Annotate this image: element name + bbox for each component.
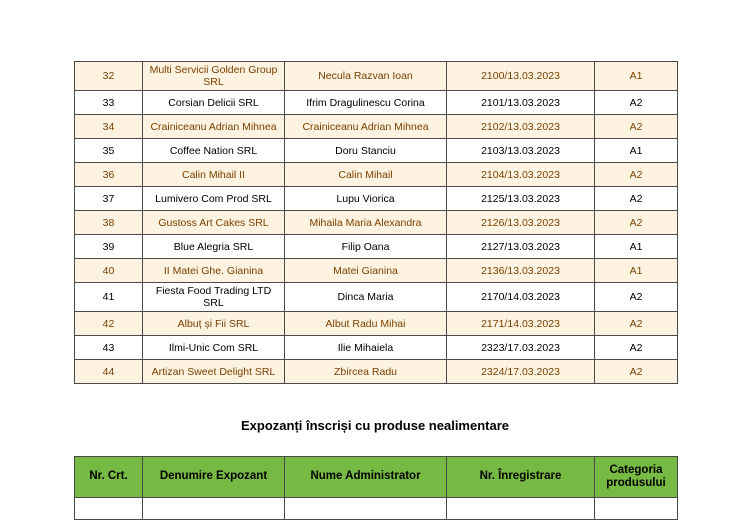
cell-nr: 43 <box>75 336 143 360</box>
cell-cat: A2 <box>595 312 678 336</box>
cell-cat: A1 <box>595 139 678 163</box>
cell-nr: 37 <box>75 187 143 211</box>
cell-admin: Doru Stanciu <box>285 139 447 163</box>
cell-name: Multi Servicii Golden Group SRL <box>143 62 285 91</box>
cell-admin: Albut Radu Mihai <box>285 312 447 336</box>
cell-cat: A2 <box>595 360 678 384</box>
exhibitors-nonfood-table-head <box>75 457 678 498</box>
cell-reg: 2171/14.03.2023 <box>447 312 595 336</box>
exhibitors-food-table <box>74 61 678 384</box>
cell-nr: 41 <box>75 283 143 312</box>
cell-name: Corsian Delicii SRL <box>143 91 285 115</box>
cell-reg: 2324/17.03.2023 <box>447 360 595 384</box>
cell-name <box>143 498 285 520</box>
cell-name: Crainiceanu Adrian Mihnea <box>143 115 285 139</box>
table-row <box>75 336 678 360</box>
table-row <box>75 187 678 211</box>
cell-reg: 2101/13.03.2023 <box>447 91 595 115</box>
cell-admin: Necula Razvan Ioan <box>285 62 447 91</box>
cell-nr: 32 <box>75 62 143 91</box>
exhibitors-food-table-body <box>75 62 678 384</box>
cell-nr: 35 <box>75 139 143 163</box>
cell-reg: 2103/13.03.2023 <box>447 139 595 163</box>
cell-admin <box>285 498 447 520</box>
cell-cat: A1 <box>595 259 678 283</box>
table-row <box>75 259 678 283</box>
table-header-row <box>75 457 678 498</box>
cell-nr: 33 <box>75 91 143 115</box>
cell-name: Blue Alegria SRL <box>143 235 285 259</box>
table-row <box>75 91 678 115</box>
exhibitors-nonfood-table-body <box>75 498 678 520</box>
table-row <box>75 62 678 91</box>
cell-reg: 2136/13.03.2023 <box>447 259 595 283</box>
cell-cat: A2 <box>595 283 678 312</box>
column-header-name: Denumire Expozant <box>143 457 285 498</box>
cell-reg: 2323/17.03.2023 <box>447 336 595 360</box>
cell-admin: Dinca Maria <box>285 283 447 312</box>
exhibitors-nonfood-table <box>74 456 678 520</box>
table-row <box>75 498 678 520</box>
cell-nr <box>75 498 143 520</box>
cell-admin: Ilie Mihaiela <box>285 336 447 360</box>
cell-reg: 2126/13.03.2023 <box>447 211 595 235</box>
table-row <box>75 312 678 336</box>
cell-nr: 40 <box>75 259 143 283</box>
cell-cat: A2 <box>595 91 678 115</box>
cell-nr: 36 <box>75 163 143 187</box>
cell-reg: 2100/13.03.2023 <box>447 62 595 91</box>
cell-cat: A1 <box>595 62 678 91</box>
section-heading-nonfood: Expozanți înscriși cu produse nealimentare <box>240 418 510 433</box>
table-row <box>75 283 678 312</box>
cell-admin: Mihaila Maria Alexandra <box>285 211 447 235</box>
cell-reg <box>447 498 595 520</box>
cell-name: Calin Mihail II <box>143 163 285 187</box>
cell-cat: A1 <box>595 235 678 259</box>
cell-name: II Matei Ghe. Gianina <box>143 259 285 283</box>
cell-name: Artizan Sweet Delight SRL <box>143 360 285 384</box>
cell-cat: A2 <box>595 163 678 187</box>
cell-admin: Filip Oana <box>285 235 447 259</box>
column-header-admin: Nume Administrator <box>285 457 447 498</box>
cell-name: Albuț și Fii SRL <box>143 312 285 336</box>
cell-name: Gustoss Art Cakes SRL <box>143 211 285 235</box>
cell-reg: 2104/13.03.2023 <box>447 163 595 187</box>
cell-reg: 2125/13.03.2023 <box>447 187 595 211</box>
cell-admin: Zbircea Radu <box>285 360 447 384</box>
cell-reg: 2170/14.03.2023 <box>447 283 595 312</box>
cell-nr: 42 <box>75 312 143 336</box>
column-header-cat: Categoria produsului <box>595 457 678 498</box>
table-row <box>75 360 678 384</box>
cell-name: Lumivero Com Prod SRL <box>143 187 285 211</box>
cell-admin: Ifrim Dragulinescu Corina <box>285 91 447 115</box>
cell-name: Ilmi-Unic Com SRL <box>143 336 285 360</box>
table-row <box>75 139 678 163</box>
cell-nr: 44 <box>75 360 143 384</box>
cell-cat: A2 <box>595 211 678 235</box>
cell-name: Fiesta Food Trading LTD SRL <box>143 283 285 312</box>
cell-reg: 2102/13.03.2023 <box>447 115 595 139</box>
table-row <box>75 163 678 187</box>
cell-admin: Matei Gianina <box>285 259 447 283</box>
cell-name: Coffee Nation SRL <box>143 139 285 163</box>
cell-nr: 38 <box>75 211 143 235</box>
column-header-reg: Nr. Înregistrare <box>447 457 595 498</box>
table-row <box>75 115 678 139</box>
cell-cat <box>595 498 678 520</box>
cell-reg: 2127/13.03.2023 <box>447 235 595 259</box>
cell-nr: 39 <box>75 235 143 259</box>
cell-cat: A2 <box>595 336 678 360</box>
column-header-nr: Nr. Crt. <box>75 457 143 498</box>
cell-admin: Lupu Viorica <box>285 187 447 211</box>
cell-cat: A2 <box>595 115 678 139</box>
cell-admin: Calin Mihail <box>285 163 447 187</box>
cell-admin: Crainiceanu Adrian Mihnea <box>285 115 447 139</box>
table-row <box>75 235 678 259</box>
cell-nr: 34 <box>75 115 143 139</box>
cell-cat: A2 <box>595 187 678 211</box>
table-row <box>75 211 678 235</box>
